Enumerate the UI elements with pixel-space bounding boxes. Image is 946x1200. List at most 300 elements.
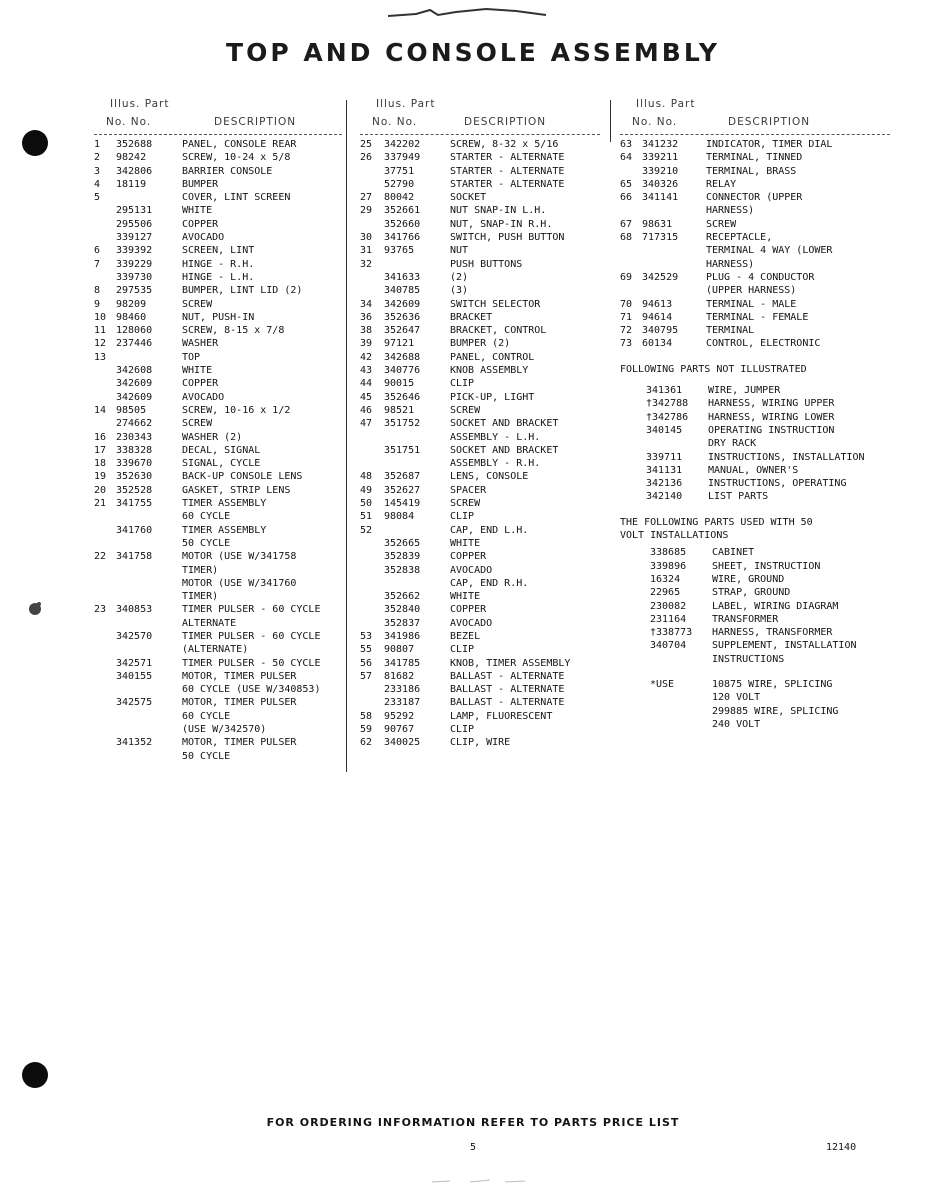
part-description: NUT SNAP-IN L.H. [450, 205, 547, 217]
illus-number: 17 [94, 444, 107, 456]
table-row [360, 179, 600, 192]
part-number: 342140 [646, 491, 683, 503]
part-description: COPPER [450, 604, 487, 616]
part-number: 342609 [116, 378, 153, 390]
part-number: 16324 [650, 573, 681, 585]
part-description: TIMER) [182, 591, 219, 603]
table-row [620, 679, 890, 692]
table-row [620, 425, 890, 438]
part-number: 128060 [116, 325, 153, 337]
part-description: INSTRUCTIONS [712, 653, 785, 665]
illus-number: 4 [94, 178, 101, 190]
part-description: TERMINAL, BRASS [706, 165, 797, 177]
table-row [620, 272, 890, 285]
part-description: LIST PARTS [708, 491, 769, 503]
part-number: 340853 [116, 604, 153, 616]
part-number: 339392 [116, 245, 153, 257]
part-description: PANEL, CONSOLE REAR [182, 139, 297, 150]
column-header [94, 96, 342, 134]
table-row [620, 312, 890, 325]
part-description: SCREW, 10-24 x 5/8 [182, 152, 291, 164]
table-row [94, 285, 342, 298]
part-description: WASHER [182, 338, 219, 350]
part-number: 80042 [384, 192, 415, 204]
part-description: SCREEN, LINT [182, 245, 255, 257]
part-number: 342136 [646, 478, 683, 490]
part-number: 338328 [116, 444, 153, 456]
table-row [94, 378, 342, 391]
table-row [94, 711, 342, 724]
table-row [94, 352, 342, 365]
part-number: 351752 [384, 418, 421, 430]
table-row [94, 392, 342, 405]
part-number: 98631 [642, 218, 673, 230]
part-number: 98084 [384, 511, 415, 523]
part-description: TERMINAL [706, 325, 755, 337]
part-number: 22965 [650, 587, 681, 599]
table-row [360, 724, 600, 737]
table-row [360, 697, 600, 710]
table-row [94, 591, 342, 604]
table-row [620, 259, 890, 272]
table-row [360, 618, 600, 631]
table-row [94, 152, 342, 165]
part-number: 342575 [116, 697, 153, 709]
table-row [94, 405, 342, 418]
part-description: TIMER ASSEMBLY [182, 524, 267, 536]
header-rule [360, 134, 600, 135]
table-row [360, 405, 600, 418]
part-number: 339127 [116, 232, 153, 244]
part-number: 342570 [116, 630, 153, 642]
table-row [94, 618, 342, 631]
illus-number: 34 [360, 298, 373, 310]
part-number: 352528 [116, 484, 153, 496]
part-description: CLIP [450, 724, 475, 736]
table-row [360, 272, 600, 285]
part-number: 341785 [384, 657, 421, 669]
part-description: AVOCADO [450, 564, 493, 576]
part-number: 340025 [384, 737, 421, 749]
parts-table [94, 139, 342, 764]
part-number: 233186 [384, 684, 421, 696]
header-illus-part: Illus. Part [110, 98, 170, 110]
illus-number: 2 [94, 152, 101, 164]
table-row [620, 219, 890, 232]
table-row [360, 565, 600, 578]
illus-number: 38 [360, 325, 373, 337]
table-row [620, 385, 890, 398]
part-description: STARTER - ALTERNATE [450, 152, 565, 164]
illus-number: 18 [94, 458, 107, 470]
table-row [620, 614, 890, 627]
part-description: AVOCADO [182, 391, 225, 403]
part-description: CLIP, WIRE [450, 737, 511, 749]
table-row [620, 491, 890, 504]
part-description: SCREW [706, 218, 737, 230]
part-description: SIGNAL, CYCLE [182, 458, 261, 470]
illus-number: 3 [94, 165, 101, 177]
table-row [94, 631, 342, 644]
part-description: PICK-UP, LIGHT [450, 391, 535, 403]
part-description: COPPER [182, 378, 219, 390]
part-description: BRACKET, CONTROL [450, 325, 547, 337]
table-row [620, 719, 890, 732]
part-number: 342529 [642, 271, 679, 283]
table-row [360, 312, 600, 325]
illus-number: 16 [94, 431, 107, 443]
table-row [94, 166, 342, 179]
table-row [94, 551, 342, 564]
column-header [620, 96, 890, 134]
illus-number: 56 [360, 657, 373, 669]
part-number: 339670 [116, 458, 153, 470]
part-description: OPERATING INSTRUCTION [708, 424, 835, 436]
part-number: 231164 [650, 613, 687, 625]
part-description: HARNESS) [706, 258, 755, 270]
table-row [94, 299, 342, 312]
part-description: SHEET, INSTRUCTION [712, 560, 821, 572]
part-description: BACK-UP CONSOLE LENS [182, 471, 303, 483]
illus-number: 45 [360, 391, 373, 403]
illus-number: 23 [94, 604, 107, 616]
illus-number: 70 [620, 298, 633, 310]
table-row [94, 445, 342, 458]
part-description: GASKET, STRIP LENS [182, 484, 291, 496]
illus-number: 57 [360, 670, 373, 682]
part-description: MOTOR, TIMER PULSER [182, 697, 297, 709]
header-description: DESCRIPTION [464, 116, 547, 128]
table-row [360, 338, 600, 351]
illus-number: 43 [360, 365, 373, 377]
part-number: 295131 [116, 205, 153, 217]
illus-number: 63 [620, 139, 633, 150]
table-row [94, 525, 342, 538]
illus-number: 22 [94, 551, 107, 563]
part-number: 338685 [650, 547, 687, 559]
part-description: BUMPER, LINT LID (2) [182, 285, 303, 297]
table-row [94, 365, 342, 378]
part-number: 352660 [384, 218, 421, 230]
table-row [620, 152, 890, 165]
page-number: 5 [470, 1142, 477, 1153]
part-description: CLIP [450, 378, 475, 390]
part-description: SWITCH SELECTOR [450, 298, 541, 310]
part-description: CABINET [712, 547, 755, 559]
header-no: No. No. [632, 116, 678, 128]
part-description: 60 CYCLE (USE W/340853) [182, 684, 321, 696]
table-row [360, 299, 600, 312]
illus-number: 10 [94, 311, 107, 323]
part-description: MOTOR (USE W/341758 [182, 551, 297, 563]
part-number: 90015 [384, 378, 415, 390]
part-number: *USE [650, 678, 675, 690]
part-number: 340155 [116, 670, 153, 682]
part-description: HARNESS, WIRING UPPER [708, 398, 835, 410]
illus-number: 5 [94, 192, 101, 204]
part-description: 50 CYCLE [182, 537, 231, 549]
part-number: 90767 [384, 724, 415, 736]
table-row [620, 232, 890, 245]
illus-number: 42 [360, 351, 373, 363]
part-number: 341361 [646, 385, 683, 397]
table-row [94, 418, 342, 431]
part-number: 352840 [384, 604, 421, 616]
part-description: INSTRUCTIONS, INSTALLATION [708, 451, 865, 463]
illus-number: 46 [360, 404, 373, 416]
table-row [620, 245, 890, 258]
column-divider [346, 100, 347, 772]
part-number: 342202 [384, 139, 421, 150]
table-row [94, 325, 342, 338]
table-row [620, 438, 890, 451]
table-row [94, 578, 342, 591]
part-description: ASSEMBLY - L.H. [450, 431, 541, 443]
header-no: No. No. [372, 116, 418, 128]
table-row [620, 574, 890, 587]
scan-smudge-top [386, 6, 556, 20]
illus-number: 65 [620, 178, 633, 190]
part-description: DECAL, SIGNAL [182, 444, 261, 456]
part-description: BALLAST - ALTERNATE [450, 684, 565, 696]
part-description: TERMINAL - FEMALE [706, 311, 809, 323]
table-row [620, 601, 890, 614]
table-row [94, 485, 342, 498]
part-description: WIRE, GROUND [712, 573, 785, 585]
part-number: 352839 [384, 551, 421, 563]
part-description: INSTRUCTIONS, OPERATING [708, 478, 847, 490]
illus-number: 11 [94, 325, 107, 337]
table-row [360, 498, 600, 511]
part-description: 10875 WIRE, SPLICING [712, 678, 833, 690]
part-number: 339211 [642, 152, 679, 164]
table-row [94, 432, 342, 445]
part-description: SWITCH, PUSH BUTTON [450, 232, 565, 244]
illus-number: 27 [360, 192, 373, 204]
part-number: 340326 [642, 178, 679, 190]
part-number: 339711 [646, 451, 683, 463]
part-number: 342571 [116, 657, 153, 669]
table-row [620, 166, 890, 179]
part-number: 339896 [650, 560, 687, 572]
part-number: 342609 [384, 298, 421, 310]
table-row [94, 538, 342, 551]
part-number: 341352 [116, 737, 153, 749]
table-row [94, 232, 342, 245]
part-number: 341232 [642, 139, 679, 150]
table-row [620, 561, 890, 574]
column-divider [610, 100, 611, 142]
illus-number: 48 [360, 471, 373, 483]
illus-number: 58 [360, 710, 373, 722]
table-row [360, 139, 600, 152]
illus-number: 64 [620, 152, 633, 164]
part-description: SOCKET AND BRACKET [450, 444, 559, 456]
part-description: WHITE [450, 591, 481, 603]
table-row [360, 485, 600, 498]
table-row [94, 192, 342, 205]
table-row [360, 445, 600, 458]
part-description: AVOCADO [182, 232, 225, 244]
part-number: 352646 [384, 391, 421, 403]
table-row [360, 392, 600, 405]
part-description: MOTOR, TIMER PULSER [182, 737, 297, 749]
table-row [360, 578, 600, 591]
illus-number: 29 [360, 205, 373, 217]
part-description: TERMINAL 4 WAY (LOWER [706, 245, 833, 257]
part-number: 237446 [116, 338, 153, 350]
table-row [360, 365, 600, 378]
table-row [94, 245, 342, 258]
part-number: 341766 [384, 232, 421, 244]
part-description: SCREW, 8-32 x 5/16 [450, 139, 559, 150]
part-number: 37751 [384, 165, 415, 177]
illus-number: 67 [620, 218, 633, 230]
part-number: 342608 [116, 365, 153, 377]
part-description: MANUAL, OWNER'S [708, 464, 799, 476]
illus-number: 71 [620, 311, 633, 323]
table-row [360, 152, 600, 165]
part-description: 240 VOLT [712, 718, 761, 730]
table-row [94, 671, 342, 684]
part-description: TIMER) [182, 564, 219, 576]
header-description: DESCRIPTION [214, 116, 297, 128]
part-description: TIMER PULSER - 50 CYCLE [182, 657, 321, 669]
table-row [94, 179, 342, 192]
part-number: 295506 [116, 218, 153, 230]
part-description: WASHER (2) [182, 431, 243, 443]
table-row [94, 498, 342, 511]
table-row [94, 644, 342, 657]
part-number: 97121 [384, 338, 415, 350]
table-row [620, 205, 890, 218]
part-number: 341755 [116, 498, 153, 510]
not-illustrated-table [620, 385, 890, 505]
part-description: BRACKET [450, 311, 493, 323]
illus-number: 72 [620, 325, 633, 337]
table-row [94, 697, 342, 710]
part-number: 340776 [384, 365, 421, 377]
illus-number: 68 [620, 232, 633, 244]
document-code: 12140 [826, 1142, 857, 1153]
part-description: MOTOR, TIMER PULSER [182, 670, 297, 682]
table-row [360, 711, 600, 724]
part-description: SOCKET AND BRACKET [450, 418, 559, 430]
illus-number: 44 [360, 378, 373, 390]
part-description: 60 CYCLE [182, 511, 231, 523]
part-description: CLIP [450, 511, 475, 523]
illus-number: 6 [94, 245, 101, 257]
part-description: LENS, CONSOLE [450, 471, 529, 483]
table-row [620, 299, 890, 312]
table-row [360, 525, 600, 538]
parts-table [620, 139, 890, 352]
part-description: LAMP, FLUORESCENT [450, 710, 553, 722]
illus-number: 1 [94, 139, 101, 150]
part-description: CONNECTOR (UPPER [706, 192, 803, 204]
table-row [94, 471, 342, 484]
table-row [620, 654, 890, 667]
part-number: 98460 [116, 311, 147, 323]
table-row [94, 658, 342, 671]
part-number: 94613 [642, 298, 673, 310]
scan-smudge-bottom [430, 1176, 530, 1186]
table-row [360, 245, 600, 258]
part-number: 297535 [116, 285, 153, 297]
table-row [360, 658, 600, 671]
part-description: CONTROL, ELECTRONIC [706, 338, 821, 350]
table-row [360, 259, 600, 272]
illus-number: 20 [94, 484, 107, 496]
column-header [360, 96, 600, 134]
header-rule [94, 134, 342, 135]
illus-number: 49 [360, 484, 373, 496]
part-description: (2) [450, 271, 469, 283]
part-number: 233187 [384, 697, 421, 709]
part-description: LABEL, WIRING DIAGRAM [712, 600, 839, 612]
illus-number: 55 [360, 644, 373, 656]
table-row [620, 398, 890, 411]
part-description: STARTER - ALTERNATE [450, 165, 565, 177]
table-row [620, 627, 890, 640]
part-number: 352662 [384, 591, 421, 603]
illus-number: 8 [94, 285, 101, 297]
part-description: PANEL, CONTROL [450, 351, 535, 363]
table-row [360, 644, 600, 657]
illus-number: 69 [620, 271, 633, 283]
part-number: 339730 [116, 271, 153, 283]
part-description: SPACER [450, 484, 487, 496]
not-illustrated-heading: FOLLOWING PARTS NOT ILLUSTRATED [620, 363, 807, 375]
part-description: PUSH BUTTONS [450, 258, 523, 270]
table-row [360, 684, 600, 697]
illus-number: 12 [94, 338, 107, 350]
illus-number: 7 [94, 258, 101, 270]
part-description: NUT [450, 245, 469, 257]
parts-column-3 [620, 96, 890, 732]
table-row [360, 737, 600, 750]
part-description: SCREW, 8-15 x 7/8 [182, 325, 285, 337]
page-title: TOP AND CONSOLE ASSEMBLY [226, 38, 720, 67]
part-description: HARNESS) [706, 205, 755, 217]
part-description: SCREW, 10-16 x 1/2 [182, 404, 291, 416]
table-row [360, 232, 600, 245]
illus-number: 19 [94, 471, 107, 483]
part-number: †338773 [650, 627, 693, 639]
table-row [360, 511, 600, 524]
part-description: HARNESS, TRANSFORMER [712, 627, 833, 639]
table-row [360, 166, 600, 179]
part-description: NUT, SNAP-IN R.H. [450, 218, 553, 230]
illus-number: 53 [360, 630, 373, 642]
part-description: SUPPLEMENT, INSTALLATION [712, 640, 857, 652]
illus-number: 51 [360, 511, 373, 523]
table-row [620, 692, 890, 705]
part-number: 93765 [384, 245, 415, 257]
table-row [360, 671, 600, 684]
part-description: MOTOR (USE W/341760 [182, 577, 297, 589]
table-row [94, 751, 342, 764]
binder-hole-bottom [22, 1062, 48, 1088]
part-number: 341986 [384, 630, 421, 642]
table-row [94, 139, 342, 152]
part-description: SOCKET [450, 192, 487, 204]
illus-number: 21 [94, 498, 107, 510]
part-description: CAP, END L.H. [450, 524, 529, 536]
part-number: 94614 [642, 311, 673, 323]
part-number: 18119 [116, 178, 147, 190]
illus-number: 31 [360, 245, 373, 257]
